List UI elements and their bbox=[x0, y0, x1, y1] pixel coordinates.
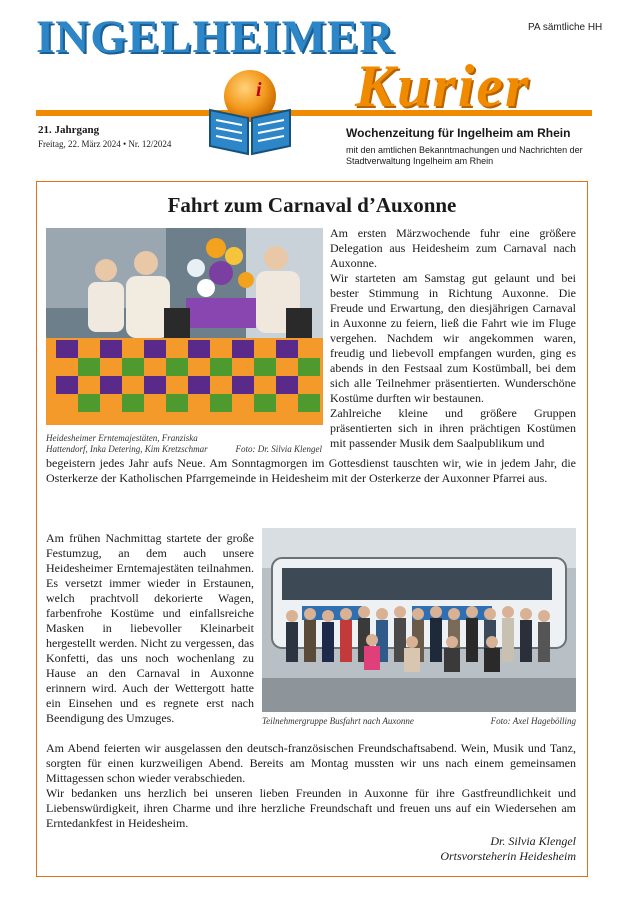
paragraph-groups-start: Zahlreiche kleine und größere Gruppen präsentierten sich in ihren prächtigen Kostümen mit passender Musik dem Saalpublikum und bbox=[330, 406, 576, 450]
carnival-float-photo bbox=[46, 228, 323, 425]
logo-letter: i bbox=[256, 79, 262, 101]
article-title: Fahrt zum Carnaval d’Auxonne bbox=[167, 193, 457, 217]
masthead-title: INGELHEIMER bbox=[36, 11, 395, 63]
volume-label: 21. Jahrgang bbox=[38, 124, 100, 136]
article-column-right bbox=[330, 226, 576, 451]
photo1-caption: Heidesheimer Erntemajestäten, Franziska Hattendorf, Inka Detering, Kim Kretzschmar bbox=[46, 433, 208, 454]
distribution-note: PA sämtliche HH bbox=[528, 22, 603, 33]
paragraph-intro: Am ersten Märzwochende fuhr eine größere Delegation aus Heidesheim zum Carnaval nach Auxonne. bbox=[330, 226, 576, 270]
tagline-sub: mit den amtlichen Bekanntmachungen und Nachrichten der Stadtverwaltung Ingelheim am Rhein bbox=[346, 145, 583, 166]
paragraph-arrival: Wir starteten am Samstag gut gelaunt und bei bester Stimmung in Richtung Auxonne. Die Freude und Erwartung, den diesjährigen Carnaval in Auxonne zu feiern, ließ die Fahrt wie im Fluge vergehen. Nachdem wir angekommen waren, freudig und liebevoll empfangen wurden, ging es abends in den Festsaal zum Kostümball, bei dem sich alle Teilnehmer präsentierten. Wunderschöne Kostüme durften wir bestaunen. bbox=[330, 271, 576, 405]
article-closing bbox=[46, 741, 576, 831]
book-logo-icon bbox=[200, 68, 300, 158]
photo1-credit: Foto: Dr. Silvia Klengel bbox=[235, 444, 322, 454]
paragraph-evening: Am Abend feierten wir ausgelassen den deutsch-französischen Freundschaftsabend. Wein, Musik und Tanz, sorgten für einen kurzweiligen Abend. Bereits am Montag mussten wir uns nach einem gemeinsamen Mittagessen schon wieder verabschieden. bbox=[46, 741, 576, 785]
photo2-credit: Foto: Axel Hagebölling bbox=[490, 716, 576, 726]
group-bus-photo bbox=[262, 528, 576, 712]
masthead-kurier: Kurier bbox=[355, 53, 531, 119]
paragraph-thanks: Wir bedanken uns herzlich bei unseren lieben Freunden in Auxonne für ihre Gastfreundlichkeit und Liebenswürdigkeit, ihren Charme und ihre herzliche Freundschaft und freuen uns auf ein Wiedersehen am Erntedankfest in Heidesheim. bbox=[46, 786, 576, 830]
signature-role: Ortsvorsteherin Heidesheim bbox=[440, 849, 576, 863]
paragraph-groups-continued: begeistern jedes Jahr aufs Neue. Am Sonntagmorgen im Gottesdienst tauschten wir, wie in jedem Jahr, die Osterkerze der Katholischen Pfarrgemeinde in Heidesheim mit der Osterkerze der Auxonner Pfarrei aus. bbox=[46, 456, 576, 485]
photo2-caption: Teilnehmergruppe Busfahrt nach Auxonne bbox=[262, 716, 414, 726]
issue-date: Freitag, 22. März 2024 • Nr. 12/2024 bbox=[38, 139, 172, 149]
signature-name: Dr. Silvia Klengel bbox=[490, 834, 576, 848]
paragraph-parade: Am frühen Nachmittag startete der große Festumzug, an dem auch unsere Heidesheimer Erntemajestäten teilnahmen. Es versetzt immer wieder in Erstaunen, welch prachtvoll dekorierte Wagen, farbenfrohe Kostüme und einfallsreiche Masken in liebevoller Kleinarbeit hergestellt werden. Nicht zu vergessen, das Konfetti, das uns noch wochenlang zu Hause an den Carnaval in Auxonne erinnern wird. Auch der Wettergott hatte ein Einsehen und es regnete erst nach Beendigung des Umzuges. bbox=[46, 531, 254, 725]
tagline: Wochenzeitung für Ingelheim am Rhein bbox=[346, 126, 571, 140]
